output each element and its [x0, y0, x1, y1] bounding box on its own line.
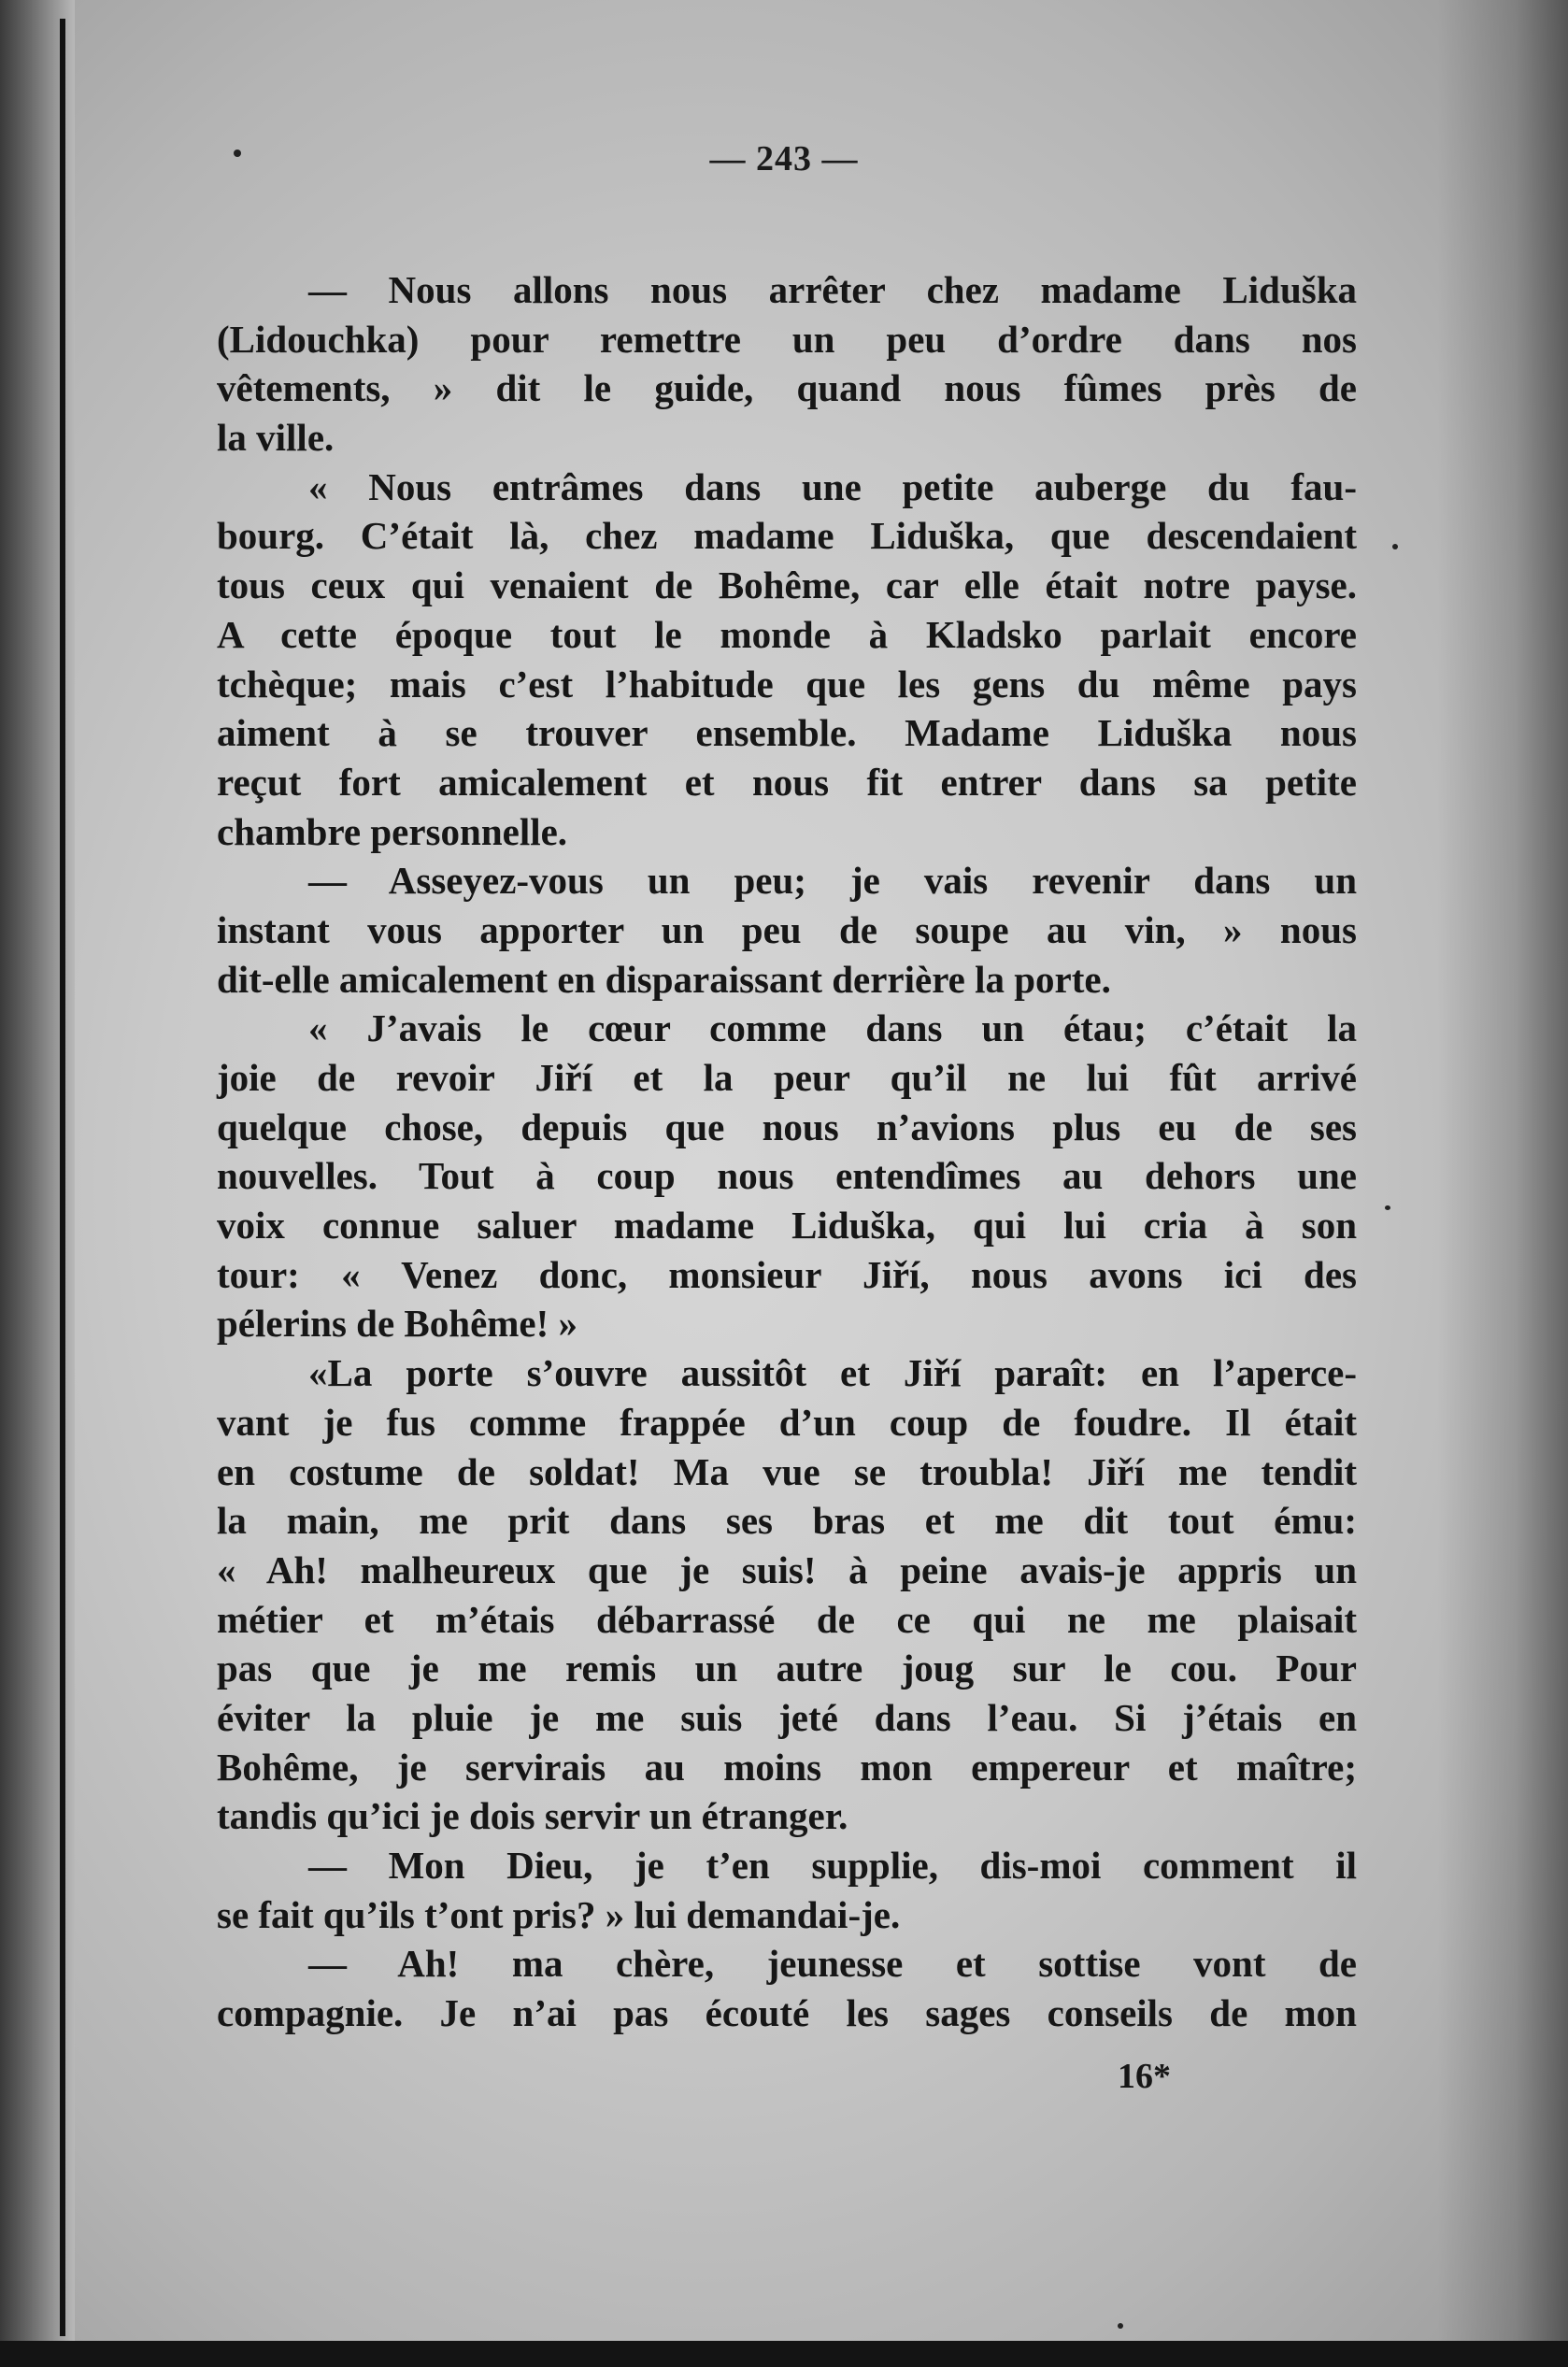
text-line: quelque chose, depuis que nous n’avions plus eu de ses — [217, 1105, 1357, 1148]
text-line: la main, me prit dans ses bras et me dit tout ému: — [217, 1499, 1357, 1543]
page-bottom-edge — [0, 2341, 1568, 2367]
text-line: se fait qu’ils t’ont pris? » lui demandai-je. — [217, 1892, 901, 1936]
text-line: tchèque; mais c’est l’habitude que les gens du même pays — [217, 662, 1357, 706]
text-line: — Ah! ma chère, jeunesse et sottise vont de — [308, 1942, 1357, 1986]
text-line: A cette époque tout le monde à Kladsko parlait encore — [217, 612, 1357, 656]
text-line: — Asseyez-vous un peu; je vais revenir dans un — [308, 859, 1357, 903]
text-line: « Ah! malheureux que je suis! à peine avais-je appris un — [217, 1547, 1357, 1591]
text-line: pas que je me remis un autre joug sur le cou. Pour — [217, 1647, 1357, 1690]
text-line: tous ceux qui venaient de Bohême, car elle était notre payse. — [217, 563, 1357, 607]
text-line: joie de revoir Jiří et la peur qu’il ne lui fût arrivé — [217, 1056, 1357, 1099]
text-line: vêtements, » dit le guide, quand nous fûmes près de — [217, 366, 1357, 410]
text-line: chambre personnelle. — [217, 809, 568, 853]
text-line: vant je fus comme frappée d’un coup de foudre. Il était — [217, 1400, 1357, 1444]
gutter-line — [60, 19, 65, 2336]
text-line: (Lidouchka) pour remettre un peu d’ordre dans nos — [217, 317, 1357, 361]
text-line: aiment à se trouver ensemble. Madame Liduška nous — [217, 711, 1357, 755]
text-line: instant vous apporter un peu de soupe au vin, » nous — [217, 907, 1357, 951]
page-number: — 243 — — [709, 139, 859, 178]
text-line: «La porte s’ouvre aussitôt et Jiří paraît: en l’aperce- — [308, 1351, 1357, 1395]
text-line: tour: « Venez donc, monsieur Jiří, nous avons ici des — [217, 1252, 1357, 1296]
text-line: reçut fort amicalement et nous fit entrer dans sa petite — [217, 760, 1357, 804]
text-line: métier et m’étais débarrassé de ce qui ne me plaisait — [217, 1597, 1357, 1641]
text-line: Bohême, je servirais au moins mon empereur et maître; — [217, 1745, 1357, 1789]
printer-signature-mark: 16* — [1118, 2057, 1171, 2096]
text-line: « J’avais le cœur comme dans un étau; c’était la — [308, 1006, 1357, 1050]
text-line: pélerins de Bohême! » — [217, 1302, 578, 1346]
text-line: voix connue saluer madame Liduška, qui lui cria à son — [217, 1204, 1357, 1248]
text-line: en costume de soldat! Ma vue se troubla! Jiří me tendit — [217, 1449, 1357, 1493]
text-line: bourg. C’était là, chez madame Liduška, que descendaient — [217, 514, 1357, 558]
text-line: « Nous entrâmes dans une petite auberge du fau- — [308, 464, 1357, 508]
text-line: éviter la pluie je me suis jeté dans l’eau. Si j’étais en — [217, 1695, 1357, 1739]
text-line: — Nous allons nous arrêter chez madame Liduška — [308, 268, 1357, 311]
text-line: nouvelles. Tout à coup nous entendîmes au dehors une — [217, 1154, 1357, 1198]
body-text — [217, 265, 1357, 2038]
text-line: tandis qu’ici je dois servir un étranger. — [217, 1794, 848, 1838]
text-line: la ville. — [217, 416, 335, 460]
page-edge-shadow — [1437, 0, 1568, 2367]
text-line: dit-elle amicalement en disparaissant derrière la porte. — [217, 957, 1111, 1001]
text-line: compagnie. Je n’ai pas écouté les sages conseils de mon — [217, 1991, 1357, 2035]
print-speck — [234, 150, 241, 157]
text-line: — Mon Dieu, je t’en supplie, dis-moi comment il — [308, 1844, 1357, 1887]
print-speck — [1118, 2323, 1123, 2329]
print-speck — [1385, 1205, 1390, 1210]
print-speck — [1392, 544, 1398, 549]
